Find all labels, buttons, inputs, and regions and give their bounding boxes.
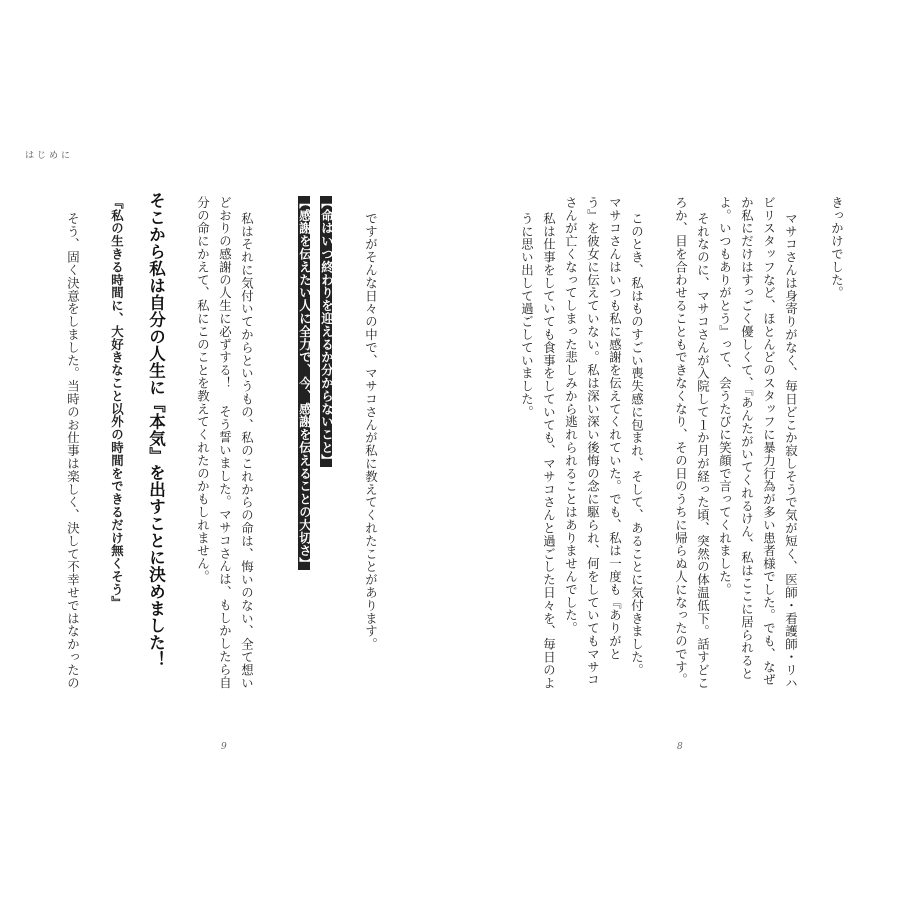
- body-line: どおりの感謝の人生に必ずする！ そう誓いました。マサコさんは、もしかしたら自: [217, 196, 233, 689]
- right-page: [450, 0, 900, 900]
- body-line: マサコさんは身寄りがなく、毎日どこか寂しそうで気が短く、医師・看護師・リハ: [783, 212, 799, 690]
- body-line: ろか、目を合わせることもできなくなり、その日のうちに帰らぬ人になったのです。: [673, 196, 689, 687]
- resolve-line: 『私の生きる時間に、大好きなこと以外の時間をできるだけ無くそう』: [109, 196, 125, 609]
- closing-line: そう、固く決意をしました。当時のお仕事は楽しく、決して不幸せではなかったの: [65, 212, 81, 690]
- body-line: マサコさんはいつも私に感謝を伝えてくれていた。でも、私は一度も『ありがと: [607, 196, 623, 661]
- body-line: さんが亡くなってしまった悲しみから逃れられることはありませんでした。: [563, 196, 579, 635]
- lesson-text: 【命はいつ終わりを迎えるか分からないこと】: [319, 196, 335, 467]
- lesson-heading: [297, 196, 313, 571]
- body-line: それなのに、マサコさんが入院して１か月が経った頃、突然の体温低下。話すどこ: [695, 212, 711, 690]
- body-line: う』を彼女に伝えていない。私は深い深い後悔の念に駆られ、何をしていてもマサコ: [585, 196, 601, 687]
- body-line: 私は仕事をしていても食事をしていても、マサコさんと過ごした日々を、毎日のよ: [541, 212, 557, 690]
- body-line: うに思い出して過ごしていました。: [519, 212, 535, 419]
- page-number: 8: [677, 742, 683, 752]
- page-number: 9: [221, 742, 227, 752]
- body-line: か私にだけはすっごく優しくて、『あんたがいてくれるけん、私はここに居られると: [739, 196, 755, 680]
- running-head: はじめに: [25, 151, 74, 161]
- body-line: きっかけでした。: [829, 196, 845, 300]
- body-line: ビリスタッフなど、ほとんどのスタッフに暴力行為が多い患者様でした。でも、なぜ: [761, 196, 777, 687]
- body-line: このとき、私はものすごい喪失感に包まれ、そして、あることに気付きました。: [629, 212, 645, 677]
- lesson-text: 【感謝を伝えたい人に全力で、今、感謝を伝えることの大切さ】: [297, 196, 313, 571]
- intro-line: ですがそんな日々の中で、マサコさんが私に教えてくれたことがあります。: [363, 212, 379, 651]
- body-line: 分の命にかえて、私にこのことを教えてくれたのかもしれません。: [195, 196, 211, 583]
- declaration-line: そこから私は自分の人生に『本気』を出すことに決めました！: [146, 192, 166, 668]
- lesson-heading: [319, 196, 335, 467]
- body-line: よ。いつもありがとう』って、会うたびに笑顔で言ってくれました。: [717, 196, 733, 596]
- body-line: 私はそれに気付いてからというもの、私のこれからの命は、悔いのない、全て想い: [239, 212, 255, 690]
